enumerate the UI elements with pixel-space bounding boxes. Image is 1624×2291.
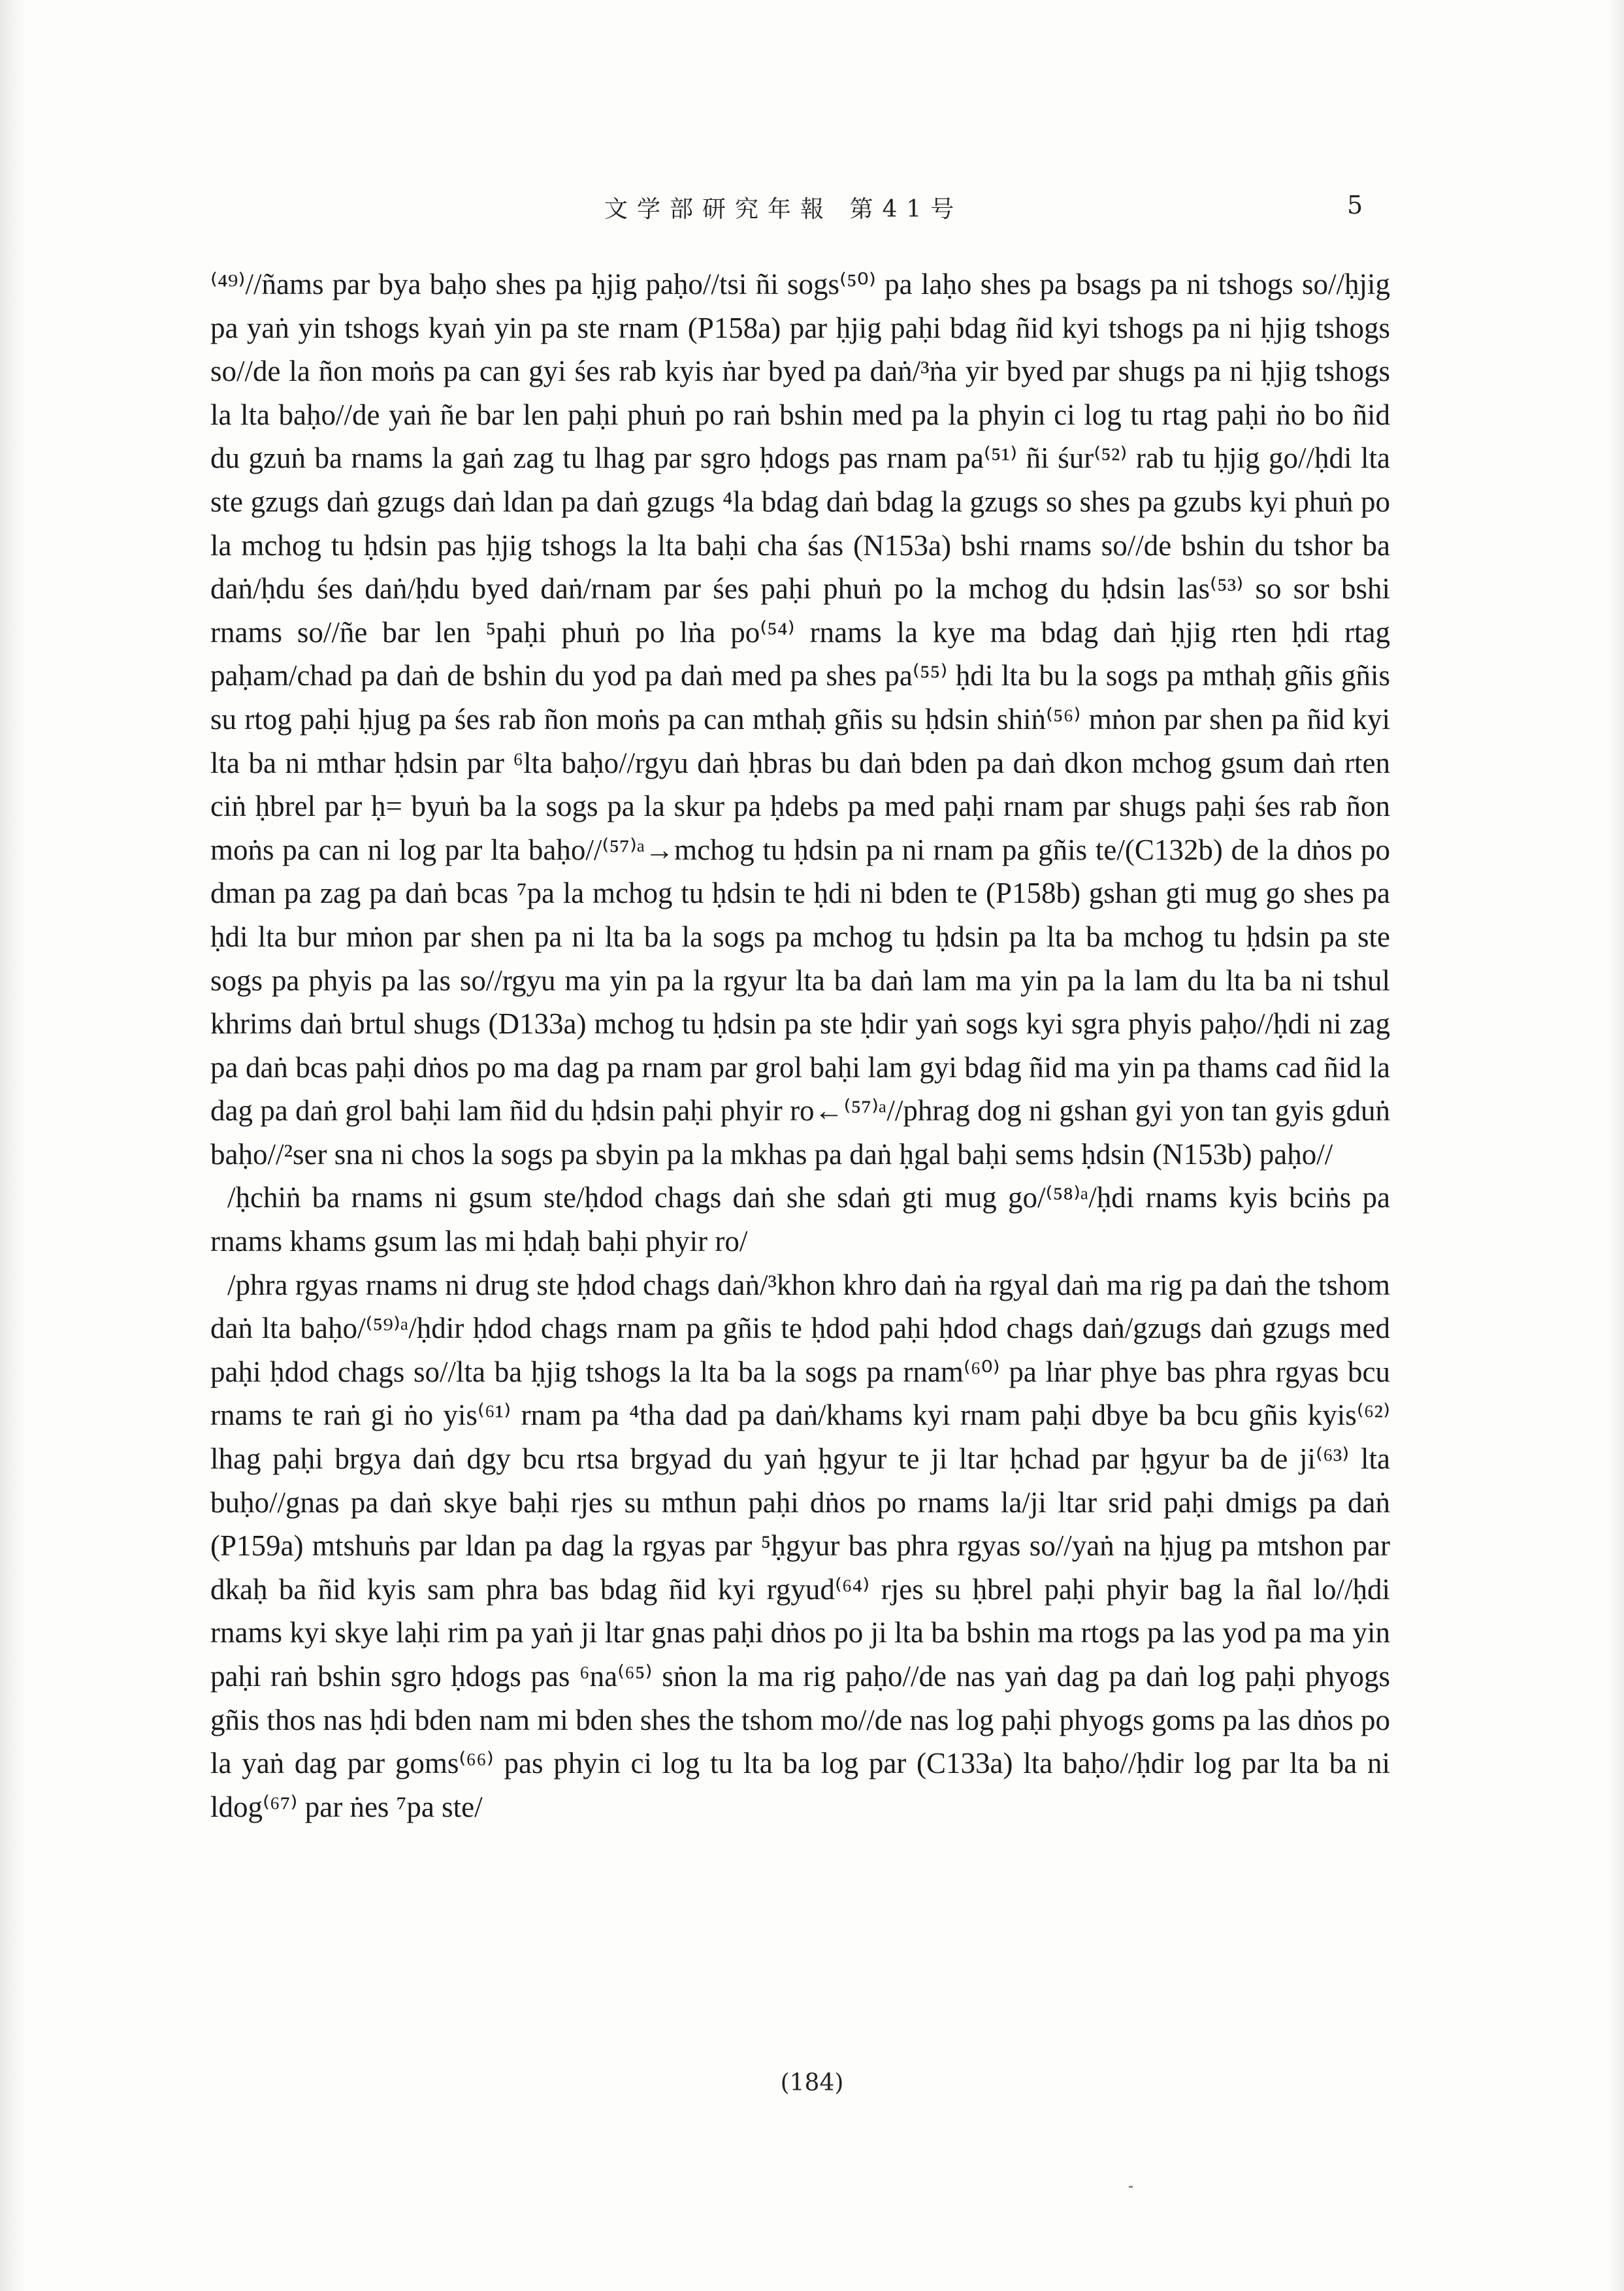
scan-edge-right [1607, 0, 1624, 2291]
paragraph-3: /phra rgyas rnams ni drug ste ḥdod chags daṅ/³khon khro daṅ ṅa rgyal daṅ ma rig pa daṅ the tshom daṅ lta baḥo/⁽⁵⁹⁾ᵃ/ḥdir ḥdod chags rnam pa gñis te ḥdod paḥi ḥdod chags daṅ/gzugs daṅ gzugs med paḥi ḥdod chags so//lta ba ḥjig tshogs la lta ba la sogs pa rnam⁽⁶⁰⁾ pa lṅar phye bas phra rgyas bcu rnams te raṅ gi ṅo yis⁽⁶¹⁾ rnam pa ⁴tha dad pa daṅ/khams kyi rnam paḥi dbye ba bcu gñis kyis⁽⁶²⁾ lhag paḥi brgya daṅ dgy bcu rtsa brgyad du yaṅ ḥgyur te ji ltar ḥchad par ḥgyur ba de ji⁽⁶³⁾ lta buḥo//gnas pa daṅ skye baḥi rjes su mthun paḥi dṅos po rnams la/ji ltar srid paḥi dmigs pa daṅ (P159a) mtshuṅs par ldan pa dag la rgyas par ⁵ḥgyur bas phra rgyas so//yaṅ na ḥjug pa mtshon par dkaḥ ba ñid kyis sam phra bas bdag ñid kyi rgyud⁽⁶⁴⁾ rjes su ḥbrel paḥi phyir bag la ñal lo//ḥdi rnams kyi skye laḥi rim pa yaṅ ji ltar gnas paḥi dṅos po ji lta ba bshin ma rtogs pa las yod pa ma yin paḥi raṅ bshin sgro ḥdogs pas ⁶na⁽⁶⁵⁾ sṅon la ma rig paḥo//de nas yaṅ dag pa daṅ log paḥi phyogs gñis thos nas ḥdi bden nam mi bden shes the tshom mo//de nas log paḥi phyogs goms pa las dṅos po la yaṅ dag par goms⁽⁶⁶⁾ pas phyin ci log tu lta ba log par (C133a) lta baḥo//ḥdir log par lta ba ni ldog⁽⁶⁷⁾ par ṅes ⁷pa ste/ [210, 1268, 1390, 1823]
paragraph-1: ⁽⁴⁹⁾//ñams par bya baḥo shes pa ḥjig paḥo//tsi ñi sogs⁽⁵⁰⁾ pa laḥo shes pa bsags pa ni tshogs so//ḥjig pa yaṅ yin tshogs kyaṅ yin pa ste rnam (P158a) par ḥjig paḥi bdag ñid kyi tshogs pa ni ḥjig tshogs so//de la ñon moṅs pa can gyi śes rab kyis ṅar byed pa daṅ/³ṅa yir byed par shugs pa ni ḥjig tshogs la lta baḥo//de yaṅ ñe bar len paḥi phuṅ po raṅ bshin med pa la phyin ci log tu rtag paḥi ṅo bo ñid du gzuṅ ba rnams la gaṅ zag tu lhag par sgro ḥdogs pas rnam pa⁽⁵¹⁾ ñi śur⁽⁵²⁾ rab tu ḥjig go//ḥdi lta ste gzugs daṅ gzugs daṅ ldan pa daṅ gzugs ⁴la bdag daṅ bdag la gzugs so shes pa gzubs kyi phuṅ po la mchog tu ḥdsin pas ḥjig tshogs la lta baḥi cha śas (N153a) bshi rnams so//de bshin du tshor ba daṅ/ḥdu śes daṅ/ḥdu byed daṅ/rnam par śes paḥi phuṅ po la mchog du ḥdsin las⁽⁵³⁾ so sor bshi rnams so//ñe bar len ⁵paḥi phuṅ po lṅa po⁽⁵⁴⁾ rnams la kye ma bdag daṅ ḥjig rten ḥdi rtag paḥam/chad pa daṅ de bshin du yod pa daṅ med pa shes pa⁽⁵⁵⁾ ḥdi lta bu la sogs pa mthaḥ gñis gñis su rtog paḥi ḥjug pa śes rab ñon moṅs pa can mthaḥ gñis su ḥdsin shiṅ⁽⁵⁶⁾ mṅon par shen pa ñid kyi lta ba ni mthar ḥdsin par ⁶lta baḥo//rgyu daṅ ḥbras bu daṅ bden pa daṅ dkon mchog gsum daṅ rten ciṅ ḥbrel par ḥ= byuṅ ba la sogs pa la skur pa ḥdebs pa med paḥi rnam par shugs paḥi śes rab ñon moṅs pa can ni log par lta baḥo//⁽⁵⁷⁾ᵃ→mchog tu ḥdsin pa ni rnam pa gñis te/(C132b) de la dṅos po dman pa zag pa daṅ bcas ⁷pa la mchog tu ḥdsin te ḥdi ni bden te (P158b) gshan gti mug go shes pa ḥdi lta bur mṅon par shen pa ni lta ba la sogs pa mchog tu ḥdsin pa lta ba mchog tu ḥdsin pa ste sogs pa phyis pa las so//rgyu ma yin pa la rgyur lta ba daṅ lam ma yin pa la lam du lta ba ni tshul khrims daṅ brtul shugs (D133a) mchog tu ḥdsin pa ste ḥdir yaṅ sogs kyi sgra phyis paḥo//ḥdi ni zag pa daṅ bcas paḥi dṅos po ma dag pa rnam par grol baḥi lam gyi bdag ñid ma yin pa thams cad ñid la dag pa daṅ grol baḥi lam ñid du ḥdsin paḥi phyir ro←⁽⁵⁷⁾ᵃ//phrag dog ni gshan gyi yon tan gyis gduṅ baḥo//²ser sna ni chos la sogs pa sbyin pa la mkhas pa daṅ ḥgal baḥi sems ḥdsin (N153b) paḥo// [210, 268, 1390, 1171]
page-number: 5 [1347, 191, 1363, 219]
main-text [210, 263, 1390, 1828]
running-header [0, 191, 1624, 230]
scan-speck [1129, 2186, 1133, 2188]
journal-title: 文学部研究年報 第41号 [604, 196, 964, 223]
page-footer: (184) [780, 2070, 844, 2096]
scan-edge-left [0, 0, 26, 2291]
paragraph-2: /ḥchiṅ ba rnams ni gsum ste/ḥdod chags daṅ she sdaṅ gti mug go/⁽⁵⁸⁾ᵃ/ḥdi rnams kyis bciṅs pa rnams khams gsum las mi ḥdaḥ baḥi phyir ro/ [210, 1181, 1390, 1258]
